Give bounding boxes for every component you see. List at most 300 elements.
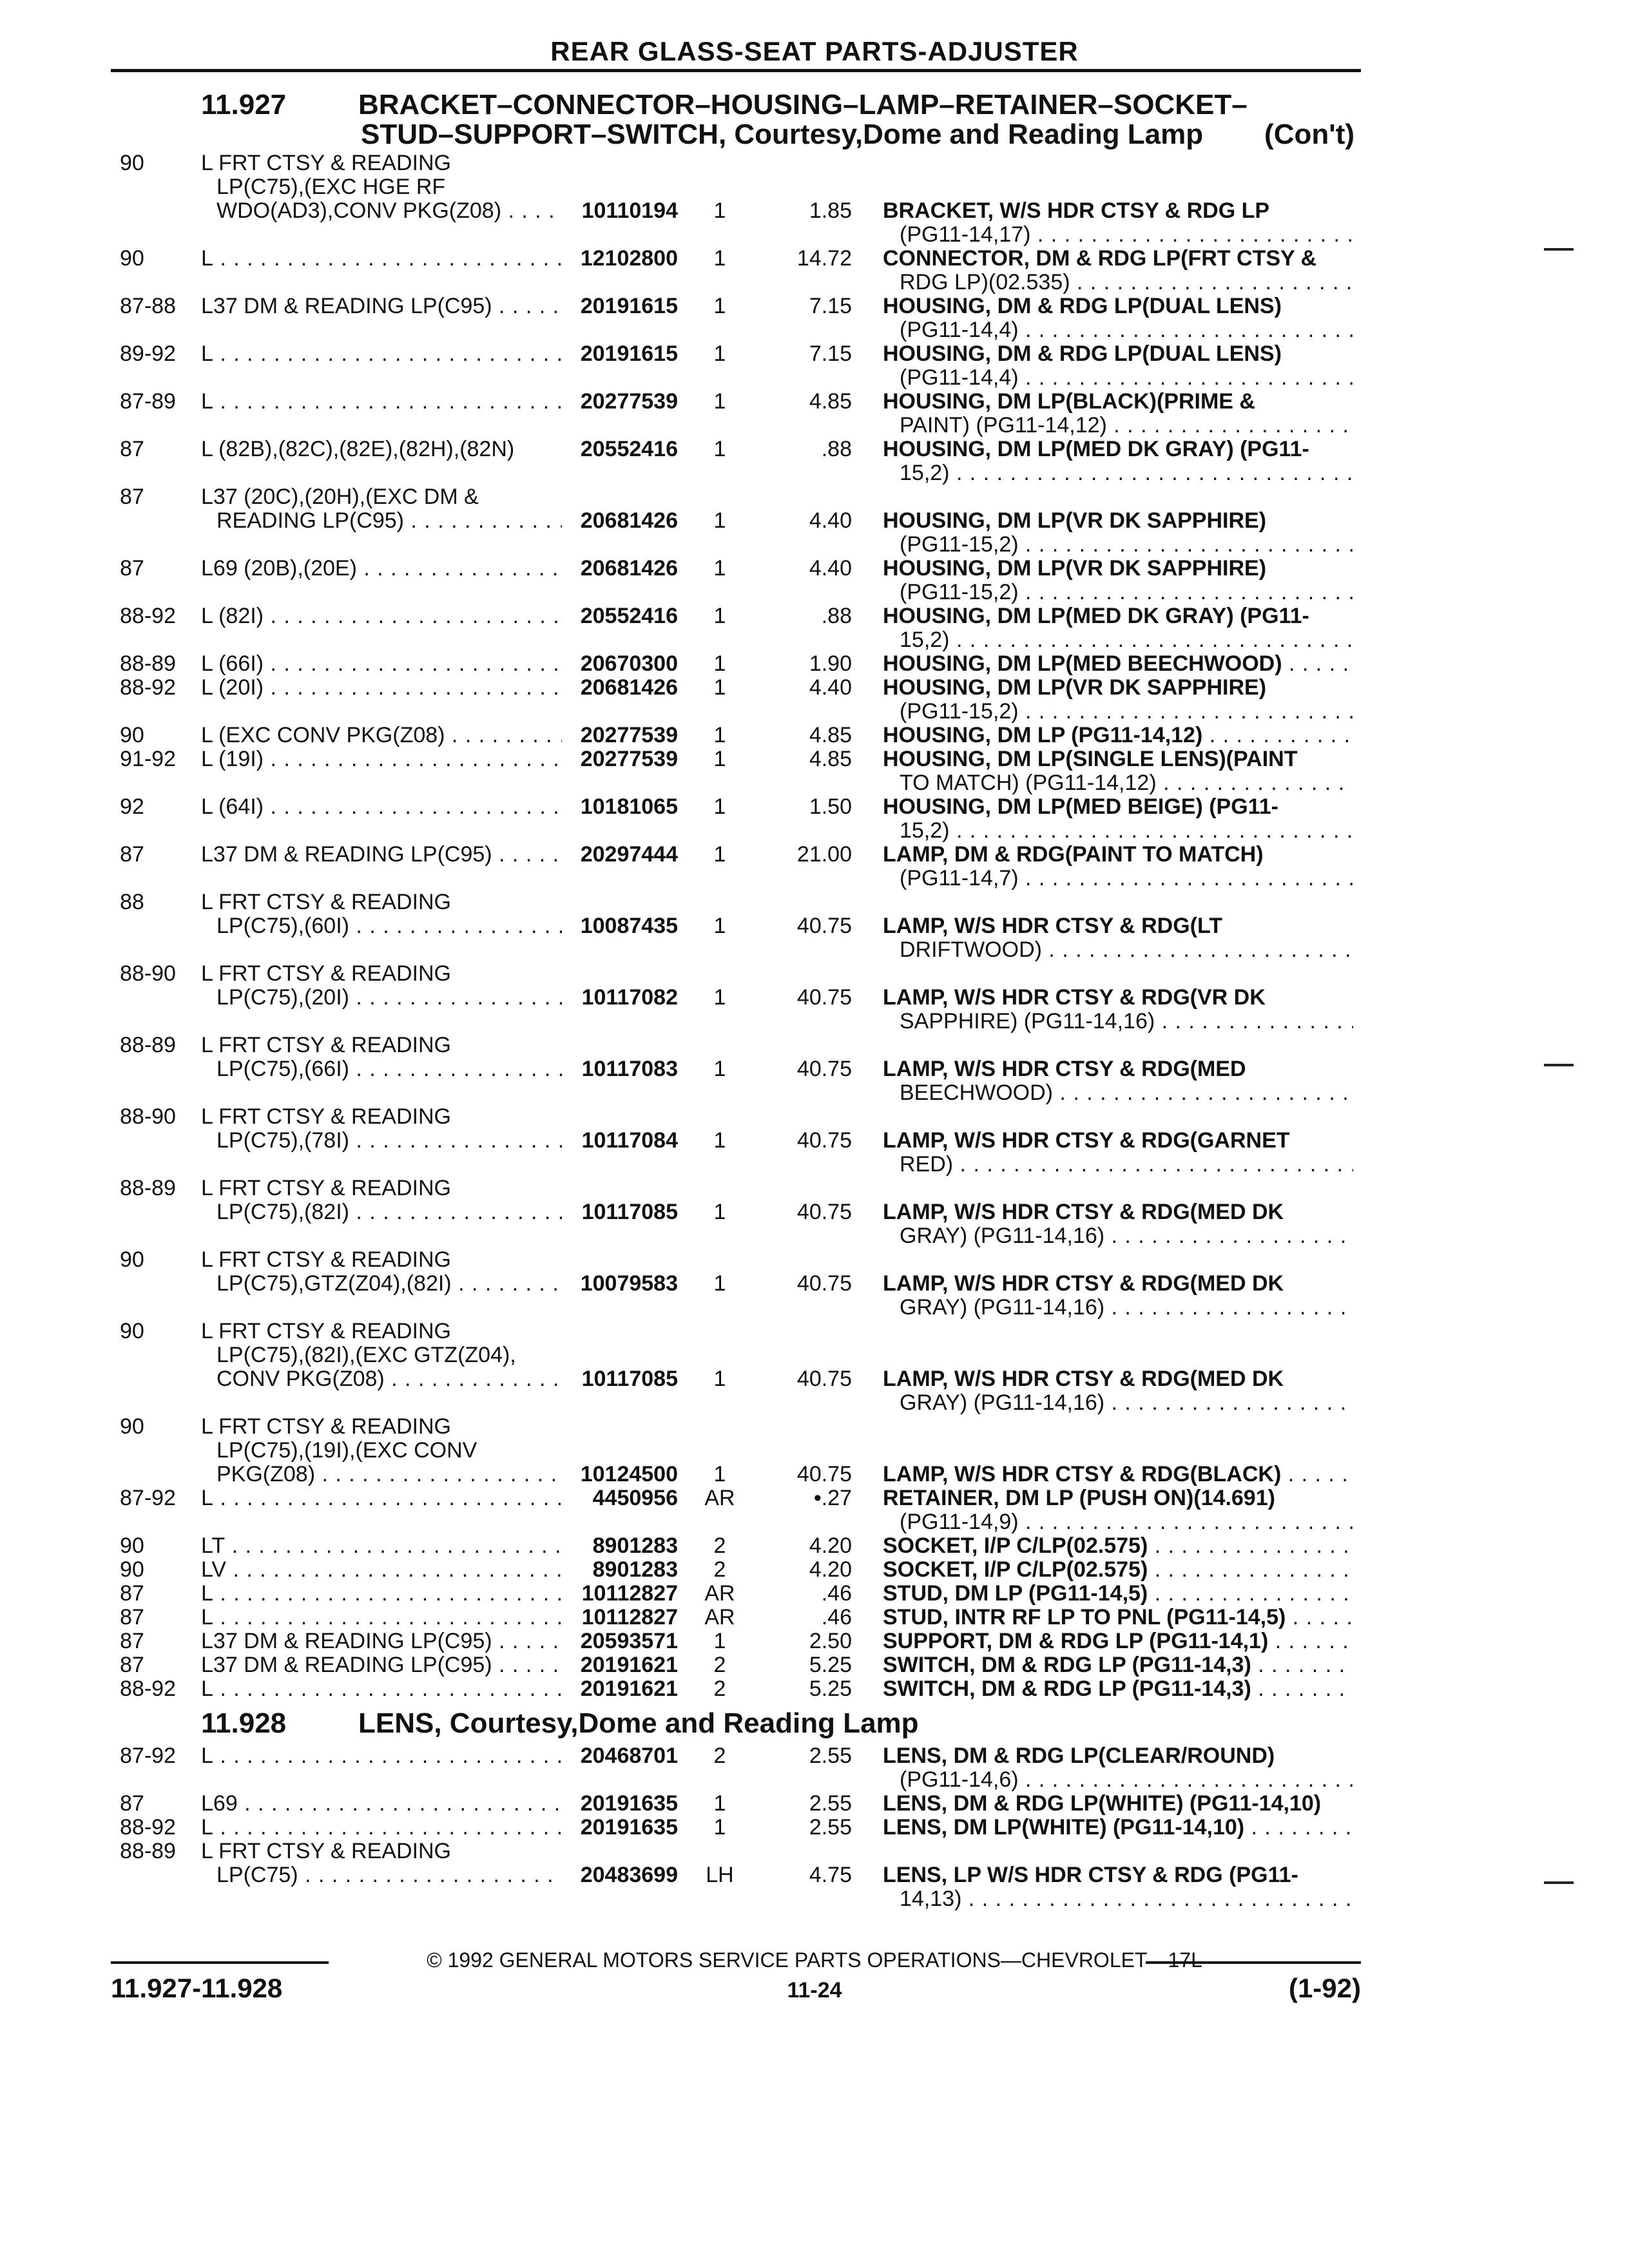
price: 4.40 — [809, 675, 852, 700]
part-description — [883, 1272, 1353, 1320]
year-range: 88-92 — [120, 675, 176, 700]
part-description — [883, 557, 1353, 604]
footer-revision: (1-92) — [1288, 1973, 1361, 2003]
part-description — [883, 1863, 1353, 1911]
price: 40.75 — [796, 914, 852, 938]
section-number: 11.927 — [201, 89, 287, 120]
section-title — [358, 1709, 1361, 1738]
model-line: L . . . — [201, 1816, 562, 1840]
part-number: 10181065 — [580, 794, 678, 819]
year-range: 90 — [120, 1319, 144, 1343]
year-range: 87-89 — [120, 389, 176, 414]
model-usage — [201, 1677, 562, 1701]
model-usage — [201, 1177, 562, 1224]
model-line: LP(C75),(82I),(EXC GTZ(Z04), — [217, 1343, 516, 1367]
model-usage — [201, 151, 562, 223]
section-title-line: LENS, Courtesy,Dome and Reading Lamp — [358, 1707, 919, 1739]
part-number: 12102800 — [580, 246, 678, 271]
quantity: 1 — [713, 1128, 726, 1153]
quantity: 1 — [713, 1200, 726, 1224]
part-number: 20297444 — [580, 842, 678, 867]
part-description — [883, 604, 1353, 652]
description-line: PAINT) (PG11-14,12) . . . — [883, 414, 1353, 437]
section-title — [358, 90, 1361, 149]
quantity: AR — [704, 1605, 735, 1629]
year-range: 87 — [120, 1605, 144, 1629]
quantity: 1 — [713, 914, 726, 938]
price: 4.85 — [809, 747, 852, 771]
model-usage — [201, 1486, 562, 1510]
quantity: 1 — [713, 794, 726, 819]
year-range: 90 — [120, 1557, 144, 1582]
price: 5.25 — [809, 1677, 852, 1701]
part-number: 20552416 — [580, 604, 678, 628]
description-line: HOUSING, DM LP(VR DK SAPPHIRE) — [883, 676, 1267, 700]
model-line: L . . . — [201, 390, 562, 414]
part-number: 20277539 — [580, 747, 678, 771]
price: 7.15 — [809, 294, 852, 318]
part-description — [883, 1582, 1353, 1606]
part-description — [883, 676, 1353, 724]
description-line: LAMP, W/S HDR CTSY & RDG(GARNET — [883, 1129, 1290, 1153]
footer-section-range: 11.927-11.928 — [111, 1973, 283, 2003]
part-description — [883, 795, 1353, 843]
part-description — [883, 914, 1353, 962]
part-description — [883, 1057, 1353, 1105]
model-line: L FRT CTSY & READING — [201, 890, 451, 914]
price: 5.25 — [809, 1653, 852, 1677]
description-line: (PG11-14,4) . . . — [883, 318, 1353, 342]
model-line: L (20I) . . . — [201, 676, 562, 700]
quantity: 1 — [713, 341, 726, 366]
description-line: (PG11-14,4) . . . — [883, 366, 1353, 390]
part-description — [883, 1816, 1353, 1840]
model-usage — [201, 676, 562, 700]
description-line: LAMP, W/S HDR CTSY & RDG(MED DK — [883, 1272, 1284, 1296]
margin-change-mark — [1544, 1064, 1574, 1066]
quantity: 1 — [713, 246, 726, 271]
price: 2.50 — [809, 1629, 852, 1653]
description-line: LAMP, W/S HDR CTSY & RDG(MED DK — [883, 1367, 1284, 1391]
part-number: 20681426 — [580, 675, 678, 700]
year-range: 88-90 — [120, 961, 176, 986]
part-description — [883, 1744, 1353, 1792]
year-range: 88-92 — [120, 604, 176, 628]
price: 4.40 — [809, 508, 852, 533]
part-description — [883, 1534, 1353, 1558]
model-usage — [201, 1105, 562, 1153]
part-number: 10117084 — [581, 1128, 678, 1153]
description-line: (PG11-14,6) . . . — [883, 1768, 1353, 1792]
description-line: HOUSING, DM LP(MED BEIGE) (PG11- — [883, 795, 1278, 819]
part-description — [883, 1792, 1353, 1816]
description-line: HOUSING, DM LP(VR DK SAPPHIRE) — [883, 557, 1267, 581]
model-usage — [201, 1744, 562, 1768]
part-number: 20191621 — [580, 1653, 678, 1677]
year-range: 87 — [120, 1581, 144, 1606]
part-description — [883, 1606, 1353, 1629]
description-line: HOUSING, DM LP(SINGLE LENS)(PAINT — [883, 747, 1298, 771]
footer-copyright: © 1992 GENERAL MOTORS SERVICE PARTS OPERATIONS—CHEVROLET—17L — [427, 1948, 1202, 1972]
description-line: LAMP, DM & RDG(PAINT TO MATCH) — [883, 843, 1264, 867]
price: 14.72 — [796, 246, 852, 271]
description-line: 15,2) . . . — [883, 819, 1353, 843]
description-line: HOUSING, DM LP(MED DK GRAY) (PG11- — [883, 604, 1309, 628]
description-line: CONNECTOR, DM & RDG LP(FRT CTSY & — [883, 247, 1317, 271]
model-line: L FRT CTSY & READING — [201, 1320, 451, 1343]
year-range: 88-92 — [120, 1815, 176, 1840]
year-range: 88 — [120, 890, 144, 914]
part-description — [883, 843, 1353, 890]
price: 2.55 — [809, 1791, 852, 1816]
quantity: 1 — [713, 747, 726, 771]
quantity: AR — [704, 1486, 735, 1510]
model-usage — [201, 1606, 562, 1629]
description-line: SUPPORT, DM & RDG LP (PG11-14,1) . . . — [883, 1629, 1353, 1653]
part-description — [883, 1653, 1353, 1677]
description-line: GRAY) (PG11-14,16) . . . — [883, 1391, 1353, 1415]
section-title-line: STUD–SUPPORT–SWITCH, Courtesy,Dome and Reading Lamp — [361, 119, 1204, 150]
model-line: LP(C75),(78I) . . . — [201, 1129, 562, 1153]
year-range: 87 — [120, 437, 144, 461]
part-description — [883, 1558, 1353, 1582]
model-line: LP(C75),(EXC HGE RF — [217, 175, 446, 199]
part-number: 10117083 — [581, 1057, 678, 1081]
model-usage — [201, 604, 562, 628]
model-usage — [201, 294, 562, 318]
model-line: LV . . . — [201, 1558, 562, 1582]
part-number: 4450956 — [592, 1486, 678, 1510]
price: 1.90 — [809, 651, 852, 676]
description-line: TO MATCH) (PG11-14,12) . . . — [883, 771, 1353, 795]
description-line: (PG11-15,2) . . . — [883, 533, 1353, 557]
description-line: LENS, DM & RDG LP(WHITE) (PG11-14,10) — [883, 1792, 1322, 1816]
price: 40.75 — [796, 1462, 852, 1486]
part-description — [883, 1629, 1353, 1653]
price: 4.75 — [809, 1863, 852, 1887]
price: 40.75 — [796, 1128, 852, 1153]
part-description — [883, 986, 1353, 1033]
part-number: 20277539 — [580, 389, 678, 414]
price: 40.75 — [796, 985, 852, 1010]
price: 40.75 — [796, 1057, 852, 1081]
part-number: 20191635 — [580, 1791, 678, 1816]
model-usage — [201, 795, 562, 819]
model-line: L (82I) . . . — [201, 604, 562, 628]
price: .46 — [821, 1581, 852, 1606]
description-line: SAPPHIRE) (PG11-14,16) . . . — [883, 1010, 1353, 1033]
model-line: LP(C75),(19I),(EXC CONV — [217, 1439, 477, 1463]
year-range: 90 — [120, 1533, 144, 1558]
part-description — [883, 509, 1353, 557]
part-description — [883, 294, 1353, 342]
description-line: (PG11-15,2) . . . — [883, 581, 1353, 604]
price: 40.75 — [796, 1367, 852, 1391]
part-number: 10079583 — [580, 1271, 678, 1296]
quantity: 1 — [713, 1057, 726, 1081]
description-line: LAMP, W/S HDR CTSY & RDG(BLACK) . . . — [883, 1463, 1353, 1486]
section-heading — [201, 90, 1361, 149]
model-line: L (EXC CONV PKG(Z08) . . . — [201, 724, 562, 747]
price: 4.20 — [809, 1557, 852, 1582]
description-line: DRIFTWOOD) . . . — [883, 938, 1353, 962]
model-line: L FRT CTSY & READING — [201, 1248, 451, 1272]
description-line: LENS, DM LP(WHITE) (PG11-14,10) . . . — [883, 1816, 1353, 1840]
model-usage — [201, 1248, 562, 1296]
description-line: STUD, DM LP (PG11-14,5) . . . — [883, 1582, 1353, 1606]
price: .88 — [821, 604, 852, 628]
margin-change-mark — [1544, 1881, 1574, 1884]
quantity: 1 — [713, 198, 726, 223]
model-line: PKG(Z08) . . . — [201, 1463, 562, 1486]
quantity: 1 — [713, 723, 726, 747]
model-line: L37 DM & READING LP(C95) . . . — [201, 1653, 562, 1677]
model-usage — [201, 1558, 562, 1582]
quantity: 1 — [713, 651, 726, 676]
model-usage — [201, 390, 562, 414]
part-number: 20191615 — [580, 294, 678, 318]
part-description — [883, 199, 1353, 247]
quantity: 1 — [713, 508, 726, 533]
part-number: 20552416 — [580, 437, 678, 461]
part-number: 10117085 — [581, 1367, 678, 1391]
price: 2.55 — [809, 1744, 852, 1768]
part-number: 10112827 — [581, 1605, 678, 1629]
model-line: L37 (20C),(20H),(EXC DM & — [201, 485, 479, 509]
price: .46 — [821, 1605, 852, 1629]
model-line: L FRT CTSY & READING — [201, 1033, 451, 1057]
page-header-title: REAR GLASS-SEAT PARTS-ADJUSTER — [550, 36, 1079, 66]
year-range: 90 — [120, 246, 144, 271]
description-line: HOUSING, DM & RDG LP(DUAL LENS) — [883, 342, 1282, 366]
price: 4.85 — [809, 723, 852, 747]
model-usage — [201, 1534, 562, 1558]
description-line: GRAY) (PG11-14,16) . . . — [883, 1296, 1353, 1320]
part-description — [883, 390, 1353, 437]
quantity: 1 — [713, 437, 726, 461]
model-usage — [201, 1415, 562, 1486]
price: 40.75 — [796, 1200, 852, 1224]
continued-label: (Con't) — [1264, 119, 1354, 150]
model-line: LP(C75),(20I) . . . — [201, 986, 562, 1010]
year-range: 87-88 — [120, 294, 176, 318]
part-number: 20593571 — [580, 1629, 678, 1653]
model-line: CONV PKG(Z08) . . . — [201, 1367, 562, 1391]
model-line: L (64I) . . . — [201, 795, 562, 819]
description-line: HOUSING, DM & RDG LP(DUAL LENS) — [883, 294, 1282, 318]
part-number: 20468701 — [580, 1744, 678, 1768]
year-range: 90 — [120, 151, 144, 175]
description-line: HOUSING, DM LP (PG11-14,12) . . . — [883, 724, 1353, 747]
year-range: 88-92 — [120, 1677, 176, 1701]
description-line: HOUSING, DM LP(MED DK GRAY) (PG11- — [883, 437, 1309, 461]
model-line: L (19I) . . . — [201, 747, 562, 771]
model-line: L69 (20B),(20E) . . . — [201, 557, 562, 581]
part-number: 20277539 — [580, 723, 678, 747]
quantity: 2 — [713, 1653, 726, 1677]
part-number: 20670300 — [580, 651, 678, 676]
year-range: 88-89 — [120, 651, 176, 676]
quantity: 1 — [713, 1815, 726, 1840]
quantity: 1 — [713, 985, 726, 1010]
model-line: L FRT CTSY & READING — [201, 151, 451, 175]
quantity: 1 — [713, 556, 726, 581]
model-line: L . . . — [201, 1677, 562, 1701]
description-line: RDG LP)(02.535) . . . — [883, 271, 1353, 294]
part-description — [883, 1677, 1353, 1701]
model-line: L FRT CTSY & READING — [201, 1840, 451, 1863]
part-description — [883, 747, 1353, 795]
quantity: 2 — [713, 1557, 726, 1582]
part-number: 8901283 — [592, 1533, 678, 1558]
quantity: 1 — [713, 1629, 726, 1653]
model-line: L (66I) . . . — [201, 652, 562, 676]
model-line: L FRT CTSY & READING — [201, 962, 451, 986]
model-usage — [201, 1653, 562, 1677]
price: 40.75 — [796, 1271, 852, 1296]
model-line: LP(C75),GTZ(Z04),(82I) . . . — [201, 1272, 562, 1296]
footer-page-number: 11-24 — [787, 1978, 842, 2003]
model-usage — [201, 1792, 562, 1816]
quantity: 1 — [713, 842, 726, 867]
price: 4.85 — [809, 389, 852, 414]
description-line: (PG11-15,2) . . . — [883, 700, 1353, 724]
price: 1.50 — [809, 794, 852, 819]
part-number: 20681426 — [580, 508, 678, 533]
description-line: 15,2) . . . — [883, 628, 1353, 652]
year-range: 87 — [120, 1791, 144, 1816]
section-heading — [201, 1709, 1361, 1738]
model-line: L37 DM & READING LP(C95) . . . — [201, 843, 562, 867]
part-description — [883, 1486, 1353, 1534]
description-line: LAMP, W/S HDR CTSY & RDG(LT — [883, 914, 1222, 938]
model-line: L37 DM & READING LP(C95) . . . — [201, 1629, 562, 1653]
model-line: LP(C75),(66I) . . . — [201, 1057, 562, 1081]
description-line: LAMP, W/S HDR CTSY & RDG(VR DK — [883, 986, 1266, 1010]
year-range: 87 — [120, 1653, 144, 1677]
year-range: 88-89 — [120, 1839, 176, 1863]
model-usage — [201, 1840, 562, 1887]
price: 7.15 — [809, 341, 852, 366]
model-line: L . . . — [201, 247, 562, 271]
description-line: LENS, DM & RDG LP(CLEAR/ROUND) — [883, 1744, 1275, 1768]
model-usage — [201, 652, 562, 676]
description-line: HOUSING, DM LP(VR DK SAPPHIRE) — [883, 509, 1267, 533]
description-line: 14,13) . . . — [883, 1887, 1353, 1911]
model-usage — [201, 1629, 562, 1653]
model-usage — [201, 843, 562, 867]
part-description — [883, 342, 1353, 390]
description-line: RED) . . . — [883, 1153, 1353, 1177]
description-line: LENS, LP W/S HDR CTSY & RDG (PG11- — [883, 1863, 1298, 1887]
margin-change-mark — [1544, 248, 1574, 251]
model-usage — [201, 1320, 562, 1391]
model-line: LP(C75),(82I) . . . — [201, 1200, 562, 1224]
description-line: (PG11-14,17) . . . — [883, 223, 1353, 247]
model-line: L37 DM & READING LP(C95) . . . — [201, 294, 562, 318]
model-usage — [201, 485, 562, 533]
part-number: 20681426 — [580, 556, 678, 581]
model-line: WDO(AD3),CONV PKG(Z08) . . . — [201, 199, 562, 223]
year-range: 87 — [120, 842, 144, 867]
model-line: L . . . — [201, 1744, 562, 1768]
year-range: 87 — [120, 485, 144, 509]
description-line: HOUSING, DM LP(MED BEECHWOOD) . . . — [883, 652, 1353, 676]
model-line: L (82B),(82C),(82E),(82H),(82N) — [201, 437, 515, 461]
description-line: SWITCH, DM & RDG LP (PG11-14,3) . . . — [883, 1677, 1353, 1701]
year-range: 88-90 — [120, 1104, 176, 1129]
part-description — [883, 1463, 1353, 1486]
year-range: 87 — [120, 556, 144, 581]
model-line: L FRT CTSY & READING — [201, 1105, 451, 1129]
year-range: 91-92 — [120, 747, 176, 771]
description-line: (PG11-14,9) . . . — [883, 1510, 1353, 1534]
model-line: LT . . . — [201, 1534, 562, 1558]
part-number: 20191635 — [580, 1815, 678, 1840]
model-line: L FRT CTSY & READING — [201, 1415, 451, 1439]
part-description — [883, 1367, 1353, 1415]
part-description — [883, 437, 1353, 485]
price: .88 — [821, 437, 852, 461]
section-number: 11.928 — [201, 1707, 287, 1739]
part-number: 10124500 — [580, 1462, 678, 1486]
part-number: 10110194 — [581, 198, 678, 223]
description-line: SOCKET, I/P C/LP(02.575) . . . — [883, 1534, 1353, 1558]
year-range: 90 — [120, 1247, 144, 1272]
description-line: LAMP, W/S HDR CTSY & RDG(MED DK — [883, 1200, 1284, 1224]
section-title-line: BRACKET–CONNECTOR–HOUSING–LAMP–RETAINER–SOCKET– — [358, 89, 1248, 120]
model-line: L FRT CTSY & READING — [201, 1177, 451, 1200]
description-line: GRAY) (PG11-14,16) . . . — [883, 1224, 1353, 1248]
price: 2.55 — [809, 1815, 852, 1840]
model-usage — [201, 437, 562, 461]
year-range: 92 — [120, 794, 144, 819]
description-line: LAMP, W/S HDR CTSY & RDG(MED — [883, 1057, 1246, 1081]
header-rule — [111, 69, 1361, 72]
model-usage — [201, 247, 562, 271]
part-number: 8901283 — [592, 1557, 678, 1582]
part-number: 10117082 — [581, 985, 678, 1010]
description-line: RETAINER, DM LP (PUSH ON)(14.691) — [883, 1486, 1275, 1510]
part-description — [883, 724, 1353, 747]
model-line: READING LP(C95) . . . — [201, 509, 562, 533]
model-line: L . . . — [201, 1582, 562, 1606]
description-line: 15,2) . . . — [883, 461, 1353, 485]
part-description — [883, 247, 1353, 294]
part-description — [883, 1200, 1353, 1248]
description-line: SWITCH, DM & RDG LP (PG11-14,3) . . . — [883, 1653, 1353, 1677]
price: 4.20 — [809, 1533, 852, 1558]
model-usage — [201, 1033, 562, 1081]
model-usage — [201, 1582, 562, 1606]
model-line: L . . . — [201, 1606, 562, 1629]
part-number: 10112827 — [581, 1581, 678, 1606]
quantity: 2 — [713, 1744, 726, 1768]
model-usage — [201, 890, 562, 938]
model-usage — [201, 747, 562, 771]
part-number: 20483699 — [580, 1863, 678, 1887]
model-usage — [201, 342, 562, 366]
description-line: SOCKET, I/P C/LP(02.575) . . . — [883, 1558, 1353, 1582]
price: •.27 — [813, 1486, 852, 1510]
model-usage — [201, 1816, 562, 1840]
quantity: 1 — [713, 294, 726, 318]
year-range: 90 — [120, 1414, 144, 1439]
part-description — [883, 1129, 1353, 1177]
price: 21.00 — [796, 842, 852, 867]
quantity: 1 — [713, 1462, 726, 1486]
part-number: 10117085 — [581, 1200, 678, 1224]
